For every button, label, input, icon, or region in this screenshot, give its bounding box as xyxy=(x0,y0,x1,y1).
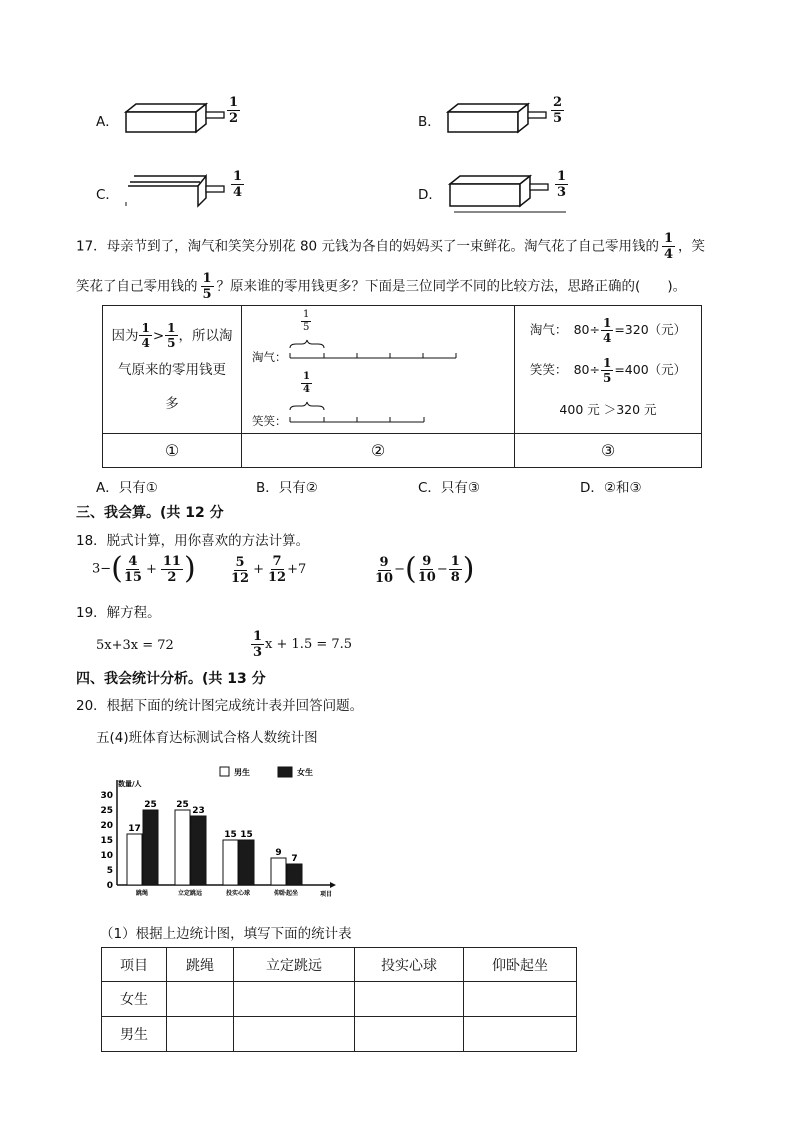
option-c-fraction: $\frac{1}{4}$ xyxy=(233,169,243,200)
table-cell[interactable] xyxy=(355,1017,464,1052)
q17-option-b: B．只有② xyxy=(256,480,318,496)
y-axis-label: 数量/人 xyxy=(118,780,142,788)
bar-girls xyxy=(143,810,158,885)
segment-fraction-1-5: $\frac{1}{5}$ xyxy=(303,309,310,333)
table-cell[interactable] xyxy=(234,1017,355,1052)
y-tick-label: 0 xyxy=(106,881,113,891)
method-3-cell: 淘气： 80÷ $\frac{1}{4}$ =320（元） 笑笑： 80÷ $\frac{1}{5}$ =400（元） 400 元 ＞320 元 xyxy=(515,306,702,434)
xiaoxiao-label: 笑笑： xyxy=(252,414,287,428)
bar-chart xyxy=(92,762,342,902)
bar-value-label: 17 xyxy=(128,824,141,834)
q17-option-a: A．只有① xyxy=(96,480,158,496)
section-4-heading: 四、我会统计分析。(共 13 分 xyxy=(76,671,266,687)
bar-boys xyxy=(223,840,238,885)
bar-boys xyxy=(271,858,286,885)
bar-value-label: 9 xyxy=(275,848,282,858)
taoqi-segment-line xyxy=(286,338,461,362)
bar-girls xyxy=(191,816,206,885)
q17-option-d: D．②和③ xyxy=(580,480,642,496)
bar-boys xyxy=(175,810,190,885)
label-1: ① xyxy=(103,434,242,468)
header-jump-rope: 跳绳 xyxy=(167,948,234,982)
method-1-cell: 因为 $\frac{1}{4}$ > $\frac{1}{5}$ ，所以淘 气原来的零用钱更 多 xyxy=(103,306,242,434)
table-cell[interactable] xyxy=(355,982,464,1017)
option-d-fraction: $\frac{1}{3}$ xyxy=(557,169,567,200)
row-label-girls: 女生 xyxy=(102,982,167,1017)
bar-value-label: 15 xyxy=(240,830,253,840)
bar-value-label: 7 xyxy=(291,854,298,864)
q18-expression-3: $\frac{9}{10}$ −( $\frac{9}{10}$ − $\frac{1}{8}$ ) xyxy=(375,551,475,587)
bar-value-label: 25 xyxy=(144,800,157,810)
legend-boys-swatch xyxy=(220,767,229,776)
q17-line2: 笑花了自己零用钱的 $\frac{1}{5}$ ？原来谁的零用钱更多？下面是三位同学不同的比较方法，思路正确的( )。 xyxy=(76,271,687,302)
header-item: 项目 xyxy=(102,948,167,982)
option-d-label: D． xyxy=(418,187,442,203)
row-label-boys: 男生 xyxy=(102,1017,167,1052)
category-label: 仰卧起坐 xyxy=(273,890,299,897)
section-3-heading: 三、我会算。(共 12 分 xyxy=(76,505,224,521)
taoqi-label: 淘气： xyxy=(252,350,287,364)
option-a-box-diagram xyxy=(124,100,244,140)
chart-title: 五(4)班体育达标测试合格人数统计图 xyxy=(96,730,318,746)
table-cell[interactable] xyxy=(167,982,234,1017)
option-b-fraction: $\frac{2}{5}$ xyxy=(553,95,563,126)
header-standing-jump: 立定跳远 xyxy=(234,948,355,982)
bar-boys xyxy=(127,834,142,885)
q17-option-c: C．只有③ xyxy=(418,480,481,496)
y-tick-label: 30 xyxy=(100,791,113,801)
table-cell[interactable] xyxy=(464,982,577,1017)
bar-girls xyxy=(287,864,302,885)
bar-girls xyxy=(239,840,254,885)
y-tick-label: 25 xyxy=(100,806,113,816)
statistics-table xyxy=(101,947,577,1052)
table-cell[interactable] xyxy=(234,982,355,1017)
table-cell[interactable] xyxy=(464,1017,577,1052)
q20-part-1: （1）根据上边统计图，填写下面的统计表 xyxy=(100,926,352,942)
q18-expression-2: $\frac{5}{12}$ + $\frac{7}{12}$ +7 xyxy=(231,554,307,586)
header-sit-ups: 仰卧起坐 xyxy=(464,948,577,982)
category-label: 立定跳远 xyxy=(177,890,203,897)
option-c-label: C． xyxy=(96,187,119,203)
q19-title: 19．解方程。 xyxy=(76,605,161,621)
category-label: 跳绳 xyxy=(135,890,149,897)
label-3: ③ xyxy=(515,434,702,468)
bar-value-label: 15 xyxy=(224,830,237,840)
bar-value-label: 23 xyxy=(192,806,205,816)
option-a-label: A． xyxy=(96,114,119,130)
x-axis-label: 项目 xyxy=(320,891,333,898)
label-2: ② xyxy=(242,434,515,468)
y-tick-label: 10 xyxy=(100,851,113,861)
option-c-box-diagram xyxy=(124,169,244,212)
q17-methods-table xyxy=(102,305,702,468)
q18-title: 18．脱式计算，用你喜欢的方法计算。 xyxy=(76,533,310,549)
x-axis-arrow xyxy=(330,882,336,888)
segment-fraction-1-4: $\frac{1}{4}$ xyxy=(303,371,310,395)
q17-line1: 17．母亲节到了，淘气和笑笑分别花 80 元钱为各自的妈妈买了一束鲜花。淘气花了自己零用钱的 $\frac{1}{4}$ ，笑 xyxy=(76,231,705,262)
q19-equation-1: 5x+3x = 72 xyxy=(96,638,174,653)
xiaoxiao-segment-line xyxy=(286,400,466,426)
legend-boys-label: 男生 xyxy=(234,768,250,777)
category-label: 投实心球 xyxy=(225,890,251,897)
y-tick-label: 5 xyxy=(106,866,113,876)
y-tick-label: 15 xyxy=(100,836,113,846)
q18-expression-1: 3−( $\frac{4}{15}$ + $\frac{11}{2}$ ) xyxy=(92,551,196,586)
legend-girls-swatch xyxy=(278,767,292,777)
option-d-box-diagram xyxy=(446,169,567,216)
option-b-box-diagram xyxy=(446,100,566,140)
q19-equation-2: $\frac{1}{3}$ x + 1.5 = 7.5 xyxy=(253,629,353,660)
q20-title: 20．根据下面的统计图完成统计表并回答问题。 xyxy=(76,698,364,714)
option-a-fraction: $\frac{1}{2}$ xyxy=(229,95,239,126)
header-shot-put: 投实心球 xyxy=(355,948,464,982)
legend-girls-label: 女生 xyxy=(297,768,313,777)
bar-value-label: 25 xyxy=(176,800,189,810)
table-cell[interactable] xyxy=(167,1017,234,1052)
option-b-label: B． xyxy=(418,114,441,130)
method-2-cell xyxy=(242,306,515,434)
y-tick-label: 20 xyxy=(100,821,113,831)
